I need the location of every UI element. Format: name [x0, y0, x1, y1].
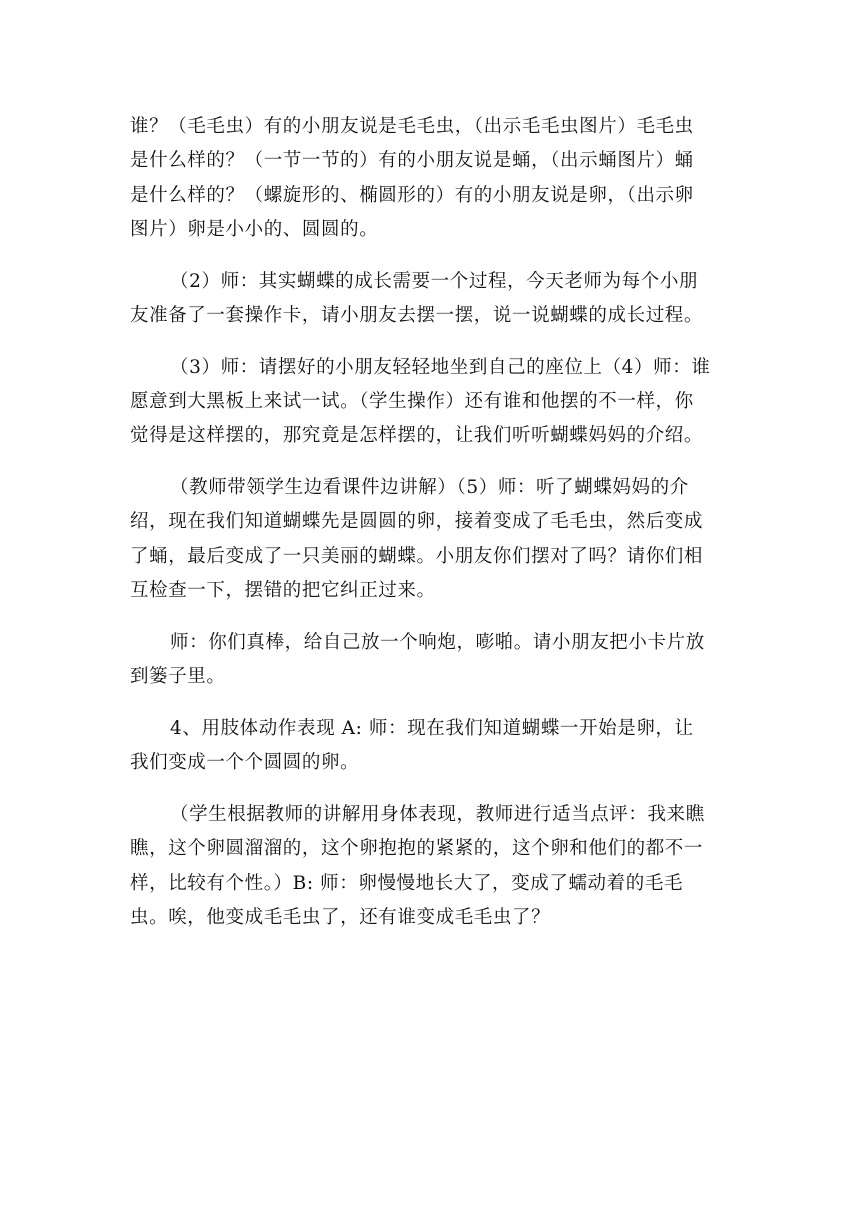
- text-line: 师：你们真棒，给自己放一个响炮，嘭啪。请小朋友把小卡片放: [170, 631, 705, 653]
- document-body: [130, 110, 730, 953]
- text-line: 我们变成一个个圆圆的卵。: [130, 752, 360, 774]
- text-line: 到篓子里。: [130, 666, 226, 688]
- paragraph-7: [130, 798, 730, 935]
- text-line: 4、用肢体动作表现 A: 师：现在我们知道蝴蝶一开始是卵，让: [170, 717, 694, 739]
- text-line: 谁？（毛毛虫）有的小朋友说是毛毛虫，（出示毛毛虫图片）毛毛虫: [130, 116, 694, 137]
- text-line: 图片）卵是小小的、圆圆的。: [130, 218, 379, 240]
- text-line: 绍，现在我们知道蝴蝶先是圆圆的卵，接着变成了毛毛虫，然后变成: [130, 511, 704, 533]
- text-line: 愿意到大黑板上来试一试。（学生操作）还有谁和他摆的不一样，你: [130, 391, 694, 413]
- paragraph-4: [130, 471, 730, 608]
- text-line: （学生根据教师的讲解用身体表现，教师进行适当点评：我来瞧: [170, 804, 705, 826]
- paragraph-1: [130, 110, 730, 247]
- text-line: （2）师：其实蝴蝶的成长需要一个过程，今天老师为每个小朋: [170, 270, 699, 292]
- paragraph-2: [130, 265, 730, 334]
- text-line: （3）师：请摆好的小朋友轻轻地坐到自己的座位上（4）师：谁: [170, 356, 711, 378]
- paragraph-3: [130, 351, 730, 454]
- text-line: 是什么样的？（一节一节的）有的小朋友说是蛹，（出示蛹图片）蛹: [130, 150, 694, 172]
- text-line: 了蛹，最后变成了一只美丽的蝴蝶。小朋友你们摆对了吗？请你们相: [130, 545, 704, 567]
- text-line: 瞧，这个卵圆溜溜的，这个卵抱抱的紧紧的，这个卵和他们的都不一: [130, 838, 704, 860]
- text-line: 虫。唉，他变成毛毛虫了，还有谁变成毛毛虫了？: [130, 906, 551, 928]
- paragraph-6: [130, 712, 730, 781]
- text-line: （教师带领学生边看课件边讲解）（5）师：听了蝴蝶妈妈的介: [170, 477, 689, 499]
- text-line: 互检查一下，摆错的把它纠正过来。: [130, 580, 436, 602]
- paragraph-5: [130, 626, 730, 695]
- text-line: 友准备了一套操作卡，请小朋友去摆一摆，说一说蝴蝶的成长过程。: [130, 304, 704, 326]
- text-line: 是什么样的？（螺旋形的、椭圆形的）有的小朋友说是卵，（出示卵: [130, 184, 694, 206]
- text-line: 觉得是这样摆的，那究竟是怎样摆的，让我们听听蝴蝶妈妈的介绍。: [130, 425, 704, 447]
- text-line: 样，比较有个性。）B: 师：卵慢慢地长大了，变成了蠕动着的毛毛: [130, 872, 684, 894]
